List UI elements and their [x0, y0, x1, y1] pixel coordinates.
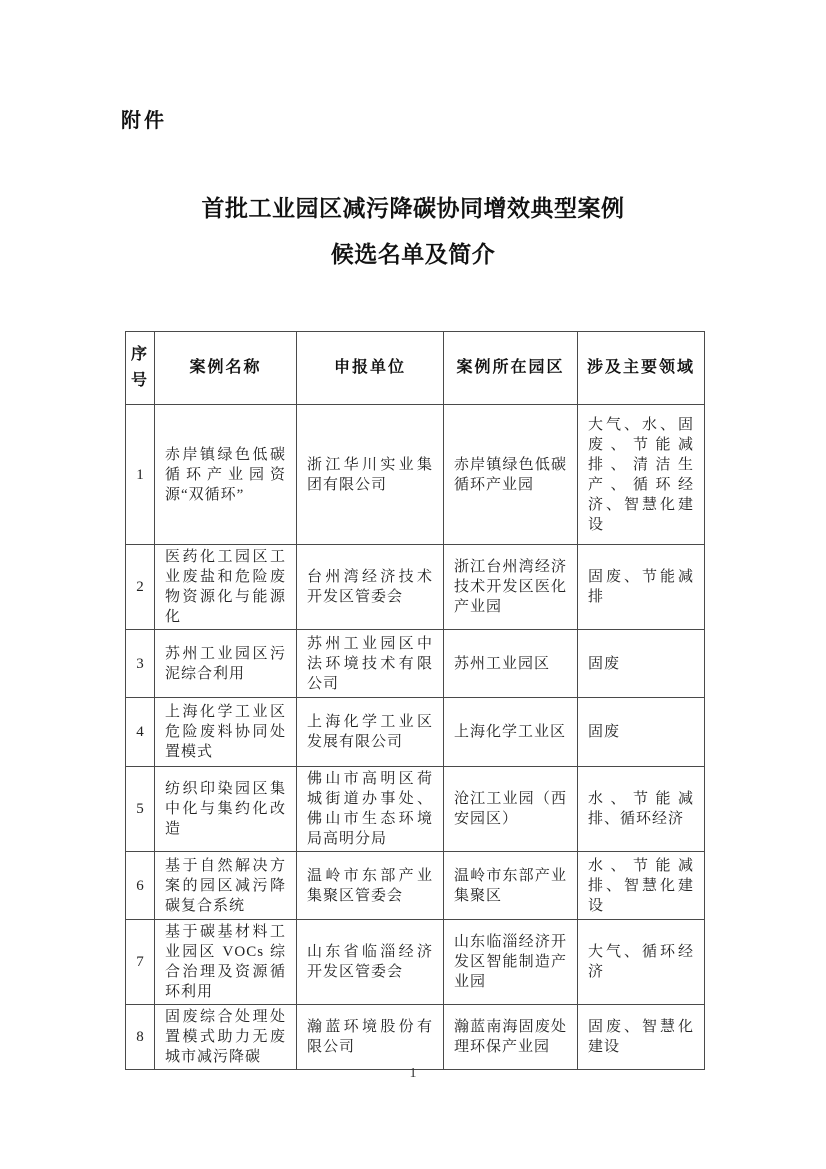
case-name-cell: 固废综合处理处置模式助力无废城市减污降碳 — [155, 1005, 297, 1070]
fields-cell: 固废 — [578, 630, 705, 698]
fields-cell: 大气、水、固废、节能减排、清洁生产、循环经济、智慧化建设 — [578, 405, 705, 545]
table-row — [126, 630, 705, 698]
header-fields: 涉及主要领域 — [578, 332, 705, 405]
case-name-cell: 上海化学工业区危险废料协同处置模式 — [155, 698, 297, 767]
row-index-cell: 7 — [126, 920, 155, 1005]
fields-cell: 固废 — [578, 698, 705, 767]
fields-cell: 大气、循环经济 — [578, 920, 705, 1005]
cases-table — [125, 331, 705, 1070]
document-title-line1: 首批工业园区减污降碳协同增效典型案例 — [201, 196, 625, 221]
table-row — [126, 767, 705, 852]
row-index-cell: 2 — [126, 545, 155, 630]
park-cell: 温岭市东部产业集聚区 — [444, 852, 578, 920]
applicant-cell: 台州湾经济技术开发区管委会 — [297, 545, 444, 630]
fields-cell: 水、节能减排、智慧化建设 — [578, 852, 705, 920]
case-name-cell: 纺织印染园区集中化与集约化改造 — [155, 767, 297, 852]
applicant-cell: 山东省临淄经济开发区管委会 — [297, 920, 444, 1005]
header-case-name: 案例名称 — [155, 332, 297, 405]
table-row — [126, 698, 705, 767]
row-index-cell: 6 — [126, 852, 155, 920]
table-row — [126, 920, 705, 1005]
document-title — [0, 186, 826, 278]
row-index-cell: 5 — [126, 767, 155, 852]
row-index-cell: 4 — [126, 698, 155, 767]
park-cell: 苏州工业园区 — [444, 630, 578, 698]
row-index-cell: 3 — [126, 630, 155, 698]
applicant-cell: 佛山市高明区荷城街道办事处、佛山市生态环境局高明分局 — [297, 767, 444, 852]
table-row — [126, 545, 705, 630]
row-index-cell: 1 — [126, 405, 155, 545]
park-cell: 上海化学工业区 — [444, 698, 578, 767]
case-name-cell: 基于碳基材料工业园区 VOCs 综合治理及资源循环利用 — [155, 920, 297, 1005]
document-title-line2: 候选名单及简介 — [330, 242, 496, 267]
attachment-label: 附件 — [121, 110, 167, 132]
table-row — [126, 405, 705, 545]
fields-cell: 水、节能减排、循环经济 — [578, 767, 705, 852]
case-name-cell: 基于自然解决方案的园区减污降碳复合系统 — [155, 852, 297, 920]
case-name-cell: 医药化工园区工业废盐和危险废物资源化与能源化 — [155, 545, 297, 630]
fields-cell: 固废、智慧化建设 — [578, 1005, 705, 1070]
fields-cell: 固废、节能减排 — [578, 545, 705, 630]
header-applicant: 申报单位 — [297, 332, 444, 405]
applicant-cell: 上海化学工业区发展有限公司 — [297, 698, 444, 767]
row-index-cell: 8 — [126, 1005, 155, 1070]
header-index: 序号 — [126, 332, 155, 405]
header-park: 案例所在园区 — [444, 332, 578, 405]
applicant-cell: 温岭市东部产业集聚区管委会 — [297, 852, 444, 920]
park-cell: 沧江工业园（西安园区） — [444, 767, 578, 852]
applicant-cell: 浙江华川实业集团有限公司 — [297, 405, 444, 545]
page-number: 1 — [409, 1066, 417, 1081]
park-cell: 山东临淄经济开发区智能制造产业园 — [444, 920, 578, 1005]
case-name-cell: 赤岸镇绿色低碳循环产业园资源“双循环” — [155, 405, 297, 545]
table-row — [126, 1005, 705, 1070]
park-cell: 瀚蓝南海固废处理环保产业园 — [444, 1005, 578, 1070]
park-cell: 浙江台州湾经济技术开发区医化产业园 — [444, 545, 578, 630]
case-name-cell: 苏州工业园区污泥综合利用 — [155, 630, 297, 698]
applicant-cell: 瀚蓝环境股份有限公司 — [297, 1005, 444, 1070]
park-cell: 赤岸镇绿色低碳循环产业园 — [444, 405, 578, 545]
applicant-cell: 苏州工业园区中法环境技术有限公司 — [297, 630, 444, 698]
table-row — [126, 852, 705, 920]
table-header-row — [126, 332, 705, 405]
